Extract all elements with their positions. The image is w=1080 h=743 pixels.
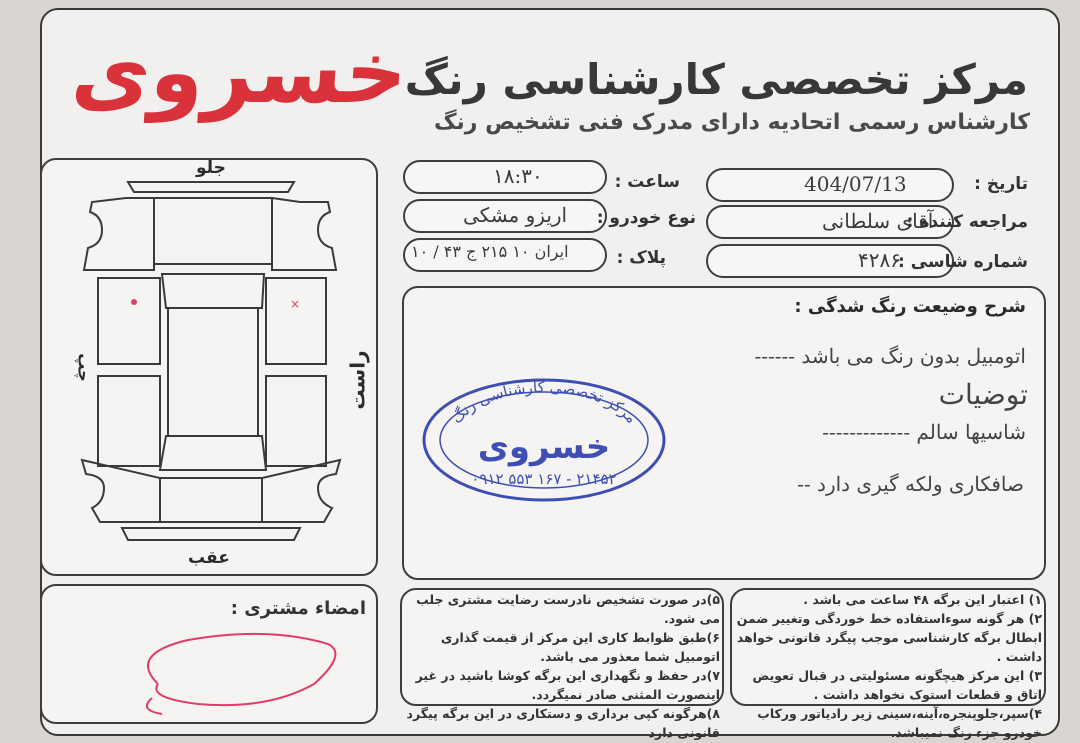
rule-item: ۲) هر گونه سوءاستفاده خط خوردگی وتغییر ضمن ابطال برگه کارشناسی موجب پیگرد قانونی خواهد داشت . (736, 611, 1042, 664)
front-left-door (98, 278, 160, 364)
rule-item: ۴)سپر،جلوپنجره،آینه،سینی زیر رادیاتور ورکاب خودرو جزء رنگ نمیباشد. (757, 706, 1042, 740)
chassis-label: شماره شاسی : (898, 252, 1028, 272)
front-label: جلو (196, 158, 226, 178)
rule-item: ۱) اعتبار این برگه ۴۸ ساعت می باشد . (803, 592, 1042, 607)
time-value: ۱۸:۳۰ (493, 164, 543, 188)
chassis-value: ۴۲۸۶ (858, 248, 901, 272)
rule-item: ۵)در صورت تشخیص نادرست رضایت مشتری جلب می شود. (416, 592, 720, 626)
left-label: چپ (74, 353, 94, 382)
car-outline-diagram (78, 178, 344, 546)
time-label: ساعت : (614, 172, 680, 192)
description-line-2: شاسیها سالم ------------- (822, 420, 1026, 444)
paint-mark-dot (131, 299, 137, 305)
description-heading: توضیات (938, 378, 1028, 411)
date-field (706, 168, 954, 202)
official-stamp (420, 376, 668, 504)
vehicle-type-label: نوع خودرو : (596, 208, 696, 228)
rear-right-door (266, 376, 326, 466)
rear-bumper (122, 528, 300, 540)
stamp-brand: خسروی (477, 427, 611, 467)
paint-mark-cross: × (290, 297, 301, 311)
vehicle-type-field (403, 199, 607, 233)
hood (154, 198, 272, 264)
right-label: راست (345, 350, 370, 410)
rule-item: ۳) این مرکز هیچگونه مسئولیتی در قبال تعویض اتاق و قطعات استوک نخواهد داشت . (752, 668, 1042, 702)
stamp-phone: ۰۹۱۲ ۵۵۳ ۱۶۷ - ۲۱۴۵۲ (471, 470, 617, 488)
rear-window (160, 436, 266, 470)
rear-right-fender (262, 460, 340, 522)
plate-label: پلاک : (616, 248, 666, 268)
trunk (160, 478, 262, 522)
brand-logo-text: خسروی (68, 23, 411, 123)
description-line-1: اتومبیل بدون رنگ می باشد ------ (754, 344, 1026, 368)
rule-item: ۷)در حفظ و نگهداری این برگه کوشا باشید در غیر اینصورت المثنی صادر نمیگردد. (415, 668, 720, 702)
rules-list-left (404, 590, 720, 742)
stamp-arc-text: مرکز تخصصی کارشناسی رنگ (447, 377, 641, 427)
plate-value: ایران ۱۰ ۲۱۵ ج ۴۳ / ۱۰ (411, 242, 569, 261)
description-title: شرح وضیعت رنگ شدگی : (794, 296, 1026, 317)
center-title: مرکز تخصصی کارشناسی رنگ (404, 55, 1028, 104)
rear-left-door (98, 376, 160, 466)
front-right-fender (272, 198, 336, 270)
vehicle-type-value: اریزو مشکی (463, 203, 568, 227)
date-value: 404/07/13 (804, 172, 907, 196)
referrer-value: آقای سلطانی (822, 209, 934, 233)
windshield (162, 274, 264, 308)
rule-item: ۸)هرگونه کپی برداری و دستکاری در این برگه پیگرد قانونی دارد (406, 706, 720, 740)
rule-item: ۶)طبق ظوابط کاری این مرکز از قیمت گذاری اتومبیل شما معذور می باشد. (440, 630, 720, 664)
signature-label: امضاء مشتری : (230, 598, 366, 619)
front-right-door (266, 278, 326, 364)
date-label: تاریخ : (974, 174, 1028, 194)
front-bumper (128, 182, 294, 192)
customer-signature (118, 624, 350, 718)
front-left-fender (84, 198, 154, 270)
rules-list-right (734, 590, 1042, 742)
referrer-label: مراجعه کننده : (906, 212, 1028, 232)
roof (168, 308, 258, 436)
rear-left-fender (82, 460, 160, 522)
rear-label: عقب (188, 548, 230, 568)
plate-field (403, 238, 607, 272)
center-subtitle: کارشناس رسمی اتحادیه دارای مدرک فنی تشخیص رنگ (434, 110, 1030, 135)
description-line-3: صافکاری ولکه گیری دارد -- (797, 472, 1024, 496)
time-field (403, 160, 607, 194)
